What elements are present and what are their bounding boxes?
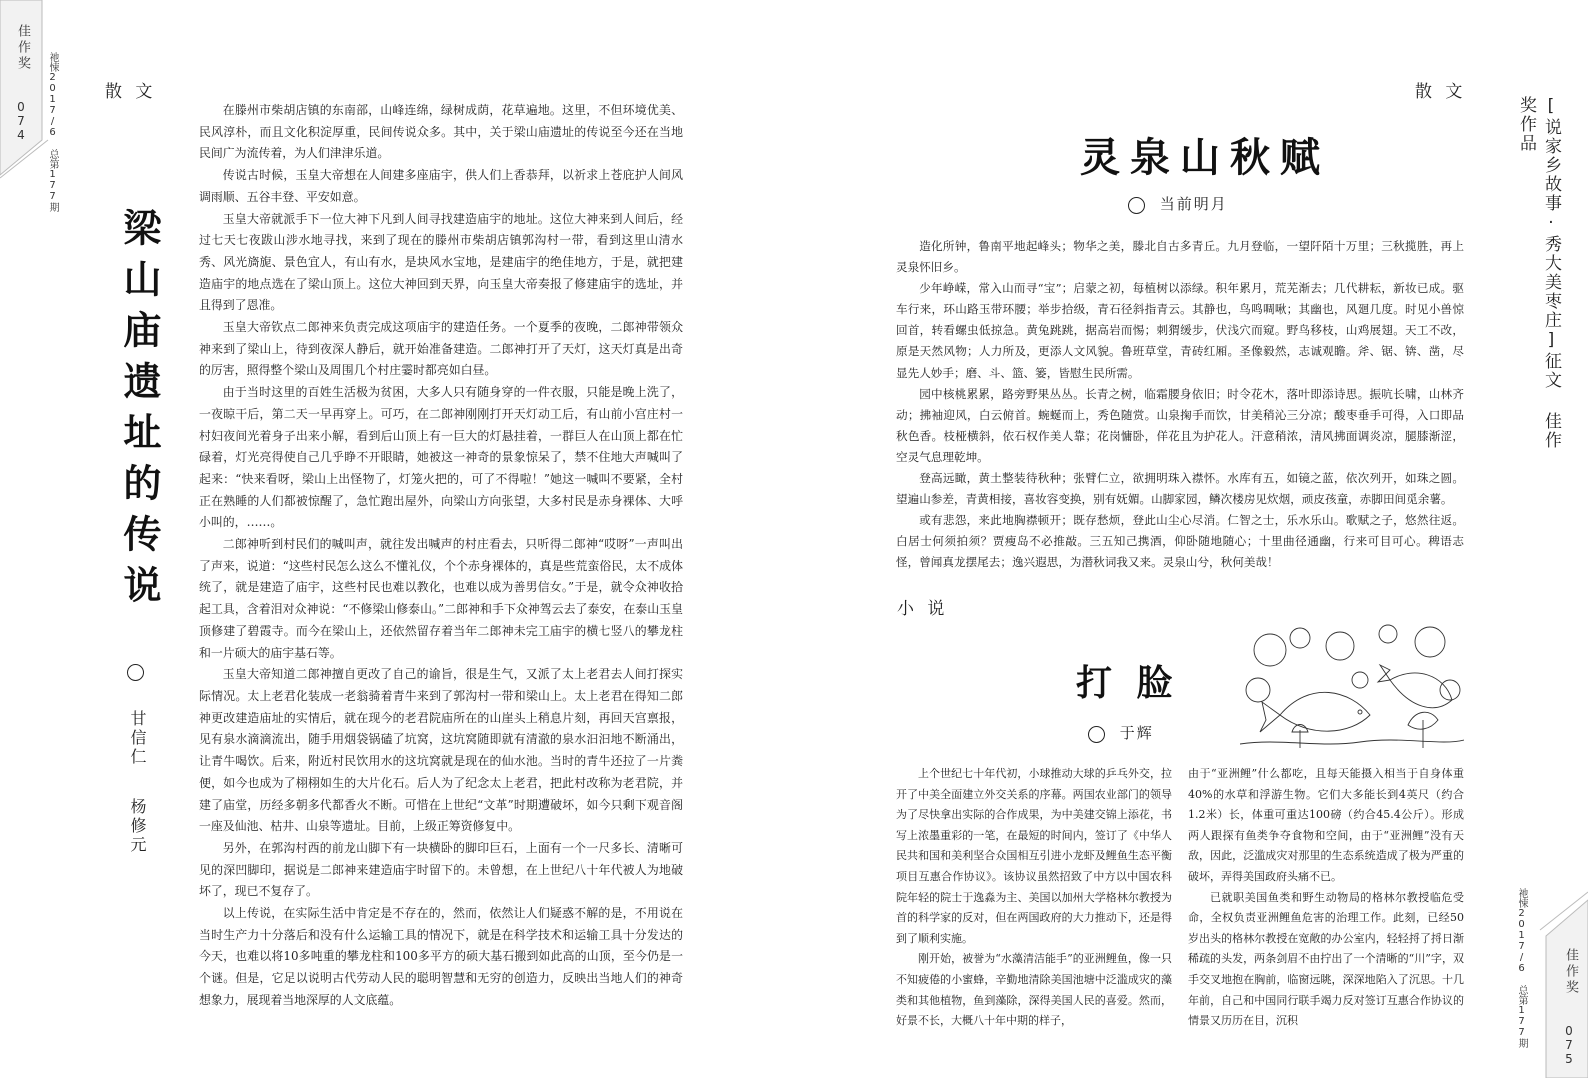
essay-paragraph: 或有悲怨，来此地胸襟顿开；既存愁烦，登此山尘心尽消。仁智之士，乐水乐山。歌赋之子，悠然往返。白居士何须拍须？贾瘦岛不必推敲。三五知己携酒，仰卧随地随心；十里曲径通幽，行来可目可心。稗语志怪，曾闻真龙摆尾去；逸兴遐思，为潜秋词我又来。灵泉山兮，秋何美哉！: [896, 513, 1464, 570]
novel-title: 打 脸: [1076, 662, 1179, 704]
left-issue-info: 祂悚2017/6 总第177期: [47, 52, 58, 212]
left-section-label: 散 文: [105, 82, 157, 102]
left-paragraph: 以上传说，在实际生活中肯定是不存在的，然而，依然让人们疑惑不解的是，不用说在当时生产力十分落后和没有什么运输工具的情况下，就是在科学技术和运输工具十分发达的今天，也难以将10多吨重的攀龙柱和100多平方的硕大基石搬到如此高的山顶，至今仍是一个谜。但是，它足以说明古代劳动人民的聪明智慧和无穷的创造力，反映出当地人们的神奇想象力，展现着当地深厚的人文底蕴。: [199, 906, 683, 1007]
left-paragraph: 二郎神听到村民们的喊叫声，就往发出喊声的村庄看去，只听得二郎神“哎呀”一声叫出了声来，说道：“这些村民怎么这么不懂礼仪，个个赤身裸体的，真是些荒蛮俗民，太不成体统了，就是建造了庙宇，这些村民也难以教化，也难以成为善男信女。”于是，就令众神收拾起工具，含着泪对众神说：“不修梁山修泰山。”二郎神和手下众神驾云去了泰安，在泰山玉皇顶修建了碧霞寺。而今在梁山上，还依然留存着当年二郎神未完工庙宇的横七竖八的攀龙柱和一片硕大的庙宇基石等。: [199, 537, 683, 660]
novel-column-1: [896, 764, 1172, 1032]
left-paragraph: 另外，在郭沟村西的前龙山脚下有一块横卧的脚印巨石，上面有一个一尺多长、清晰可见的深凹脚印，据说是二郎神来建造庙宇时留下的。未曾想，在上世纪八十年代被人为地破坏了，现已不复存了。: [199, 840, 683, 899]
left-author-2: 杨修元: [128, 798, 147, 855]
left-paragraph: 玉皇大帝知道二郎神擅自更改了自己的谕旨，很是生气，又派了太上老君去人间打探实际情况。太上老君化装成一老翁骑着青牛来到了郭沟村一带和梁山上。太上老君在得知二郎神更改建造庙址的实情后，就在现今的老君院庙所在的山崖头上稍息片刻，再回天宫禀报，见有泉水滴滴流出，随手用烟袋锅磕了坑窝，这坑窝随即就有清澈的泉水汩汩地不断涌出，让青牛喝饮。后来，附近村民饮用水的这坑窝就是现在的仙水池。当时的青牛还拉了一片粪便，如今也成为了栩栩如生的大片化石。后人为了纪念太上老君，把此村改称为老君院，并建了庙堂，历经多朝多代都香火不断。可惜在上世纪“文革”时期遭破坏，如今只剩下观音阁一座及仙池、枯井、山泉等遗址。目前，上级正筹资修复中。: [199, 667, 683, 834]
right-issue-info: 祂悚2017/6 总第177期: [1516, 888, 1527, 1048]
novel-paragraph: 已就职美国鱼类和野生动物局的格林尔教授临危受命，全权负责亚洲鲤鱼危害的治理工作。此刻，已经50岁出头的格林尔教授在宽敞的办公室内，轻轻捋了捋日渐稀疏的头发，两条剑眉不由拧出了一个清晰的“川”字，双手交叉地抱在胸前，临窗远眺，深深地陷入了沉思。十几年前，自己和中国同行联手竭力反对签订互惠合作协议的情景又历历在目，沉积: [1188, 890, 1464, 1028]
contest-banner: [说家乡故事·秀大美枣庄]征文 佳作奖作品: [1516, 96, 1561, 450]
essay-paragraph: 造化所钟，鲁南平地起峰头；物华之美，滕北自古多青丘。九月登临，一望阡陌十万里；三秋揽胜，再上灵泉怀旧乡。: [896, 239, 1464, 275]
essay-paragraph: 少年峥嵘，常入山而寻“宝”；启蒙之初，每植树以添绿。积年累月，荒芜渐去；几代耕耘，新妆已成。驱车行来，环山路玉带环腰；举步拾级，青石径斜指青云。其静也，鸟鸣啁啾；其幽也，风廻几度。时见小兽惊回首，转看螺虫低掠急。黄兔跳跳，据高岩而惕；刺猬缓步，伏浅穴而窥。野鸟移枝，山鸡展翅。天工不改，原是天然风物；人力所及，更添人文风貌。鲁班草堂，青砖红厢。圣像毅然，志诚观瞻。斧、锯、锛、凿，尽显先人妙手；磨、斗、篮、篓，皆慰生民所需。: [896, 281, 1464, 380]
left-article-body: [199, 100, 683, 1012]
novel-column-2: [1188, 764, 1464, 1032]
author-circle-icon: [127, 664, 144, 681]
left-paragraph: 传说古时候，玉皇大帝想在人间建多座庙宇，供人们上香恭拜，以祈求上苍庇护人间风调雨顺、五谷丰登、平安如意。: [199, 168, 683, 204]
left-paragraph: 由于当时这里的百姓生活极为贫困，大多人只有随身穿的一件衣服，只能是晚上洗了，一夜晾干后，第二天一早再穿上。可巧，在二郎神刚刚打开天灯动工后，有山前小宫庄村一村妇夜间光着身子出来小解，看到后山顶上有一巨大的灯悬挂着，一群巨人在山顶上都在忙碌着，灯光亮得使自己几乎睁不开眼睛，她被这一神奇的景象惊呆了，禁不住地大声喊叫了起来：“快来看呀，梁山上出怪物了，灯笼火把的，可了不得啦！”她这一喊叫不要紧，全村正在熟睡的人们都被惊醒了，急忙跑出屋外，向梁山方向张望，大多村民是赤身裸体、大呼小叫的，……。: [199, 385, 683, 530]
essay-body: [896, 236, 1464, 574]
essay-title: 灵泉山秋赋: [1080, 134, 1330, 181]
novel-paragraph: 由于“亚洲鲤”什么都吃，且每天能摄入相当于自身体重40%的水草和浮游生物。它们大多能长到4英尺（约合1.2米）长，体重可重达100磅（约合45.4公斤）。形成两人跟探有鱼类争夺食物和空间，由于“亚洲鲤”没有天敌，因此，泛滥成灾对那里的生态系统造成了极为严重的破坏，弄得美国政府头痛不已。: [1188, 767, 1464, 883]
left-paragraph: 玉皇大帝就派手下一位大神下凡到人间寻找建造庙宇的地址。这位大神来到人间后，经过七天七夜跋山涉水地寻找，来到了现在的滕州市柴胡店镇郭沟村一带，看到这里山清水秀、风光旖旎、景色宜人，有山有水，是块风水宝地，是建庙宇的绝佳地方，于是，就把建造庙宇的地点选在了梁山顶上。这位大神回到天界，向玉皇大帝奏报了修建庙宇的选址，并且得到了恩准。: [199, 211, 683, 313]
left-paragraph: 玉皇大帝钦点二郎神来负责完成这项庙宇的建造任务。一个夏季的夜晚，二郎神带领众神来到了梁山上，待到夜深人静后，就开始准备建造。二郎神打开了天灯，这天灯真是出奇的厉害，照得整个梁山及周围几个村庄霎时都亮如白昼。: [199, 320, 683, 378]
novel-section-label: 小 说: [897, 599, 949, 619]
novel-byline: [1088, 722, 1154, 743]
left-paragraph: 在滕州市柴胡店镇的东南部，山峰连绵，绿树成荫，花草遍地。这里，不但环境优美、民风淳朴，而且文化积淀厚重，民间传说众多。其中，关于梁山庙遗址的传说至今还在当地民间广为流传着，为人们津津乐道。: [199, 103, 683, 161]
left-tab-label: 佳作奖: [15, 24, 30, 72]
essay-byline: [1128, 193, 1228, 214]
novel-author: 于辉: [1119, 724, 1154, 742]
essay-paragraph: 园中核桃累累，路旁野果丛丛。长青之树，临霜腰身依旧；时令花木，落叶即添诗思。振吭长啸，山林齐动；拂袖迎风，白云俯首。蜿蜒而上，秀色随赏。山泉掬手而饮，甘美稍沁三分凉；酸枣垂手可得，入口即品秋色香。枝桠横斜，依石权作美人靠；花岗慵卧，佯花且为护花人。汗意稍浓，清风拂面调炎凉，腿膝渐涩，空灵气息理乾坤。: [896, 386, 1464, 464]
essay-author: 当前明月: [1159, 195, 1228, 213]
koi-lotus-illustration: [1240, 620, 1464, 750]
right-section-label: 散 文: [1415, 82, 1467, 102]
novel-paragraph: 刚开始，被誉为“水藻清洁能手”的亚洲鲤鱼，像一只不知疲倦的小蜜蜂，辛勤地清除美国池塘中泛滥成灾的藻类和其他植物，鱼到藻除，深得美国人民的喜爱。然而，好景不长，大概八十年中期的样子，: [896, 952, 1172, 1028]
right-tab-label: 佳作奖: [1563, 948, 1578, 996]
left-author-1: 甘信仁: [128, 710, 147, 767]
author-circle-icon: [1128, 197, 1145, 214]
left-article-title: 梁山庙遗址的传说: [117, 208, 162, 616]
right-page-number: 075: [1562, 1024, 1576, 1066]
essay-paragraph: 登高远瞰，黄土整装待秋种；张臂仁立，欲拥明珠入襟怀。水库有五，如镜之蓝，依次列开，如珠之圆。望遍山参差，青黄相接，喜妆容变换，别有妩媚。山脚家园，鳞次楼房见炊烟，顽皮孩童，赤脚田间觅余薯。: [896, 471, 1464, 507]
author-circle-icon: [1088, 726, 1105, 743]
left-page-number: 074: [14, 100, 28, 142]
novel-paragraph: 上个世纪七十年代初，小球推动大球的乒乓外交，拉开了中美全面建立外交关系的序幕。两国农业部门的领导为了尽快拿出实际的合作成果，为中美建交锦上添花，书写上浓墨重彩的一笔，在最短的时间内，签订了《中华人民共和国和美利坚合众国相互引进小龙虾及鲤鱼生态平衡项目互惠合作协议》。该协议虽然招致了中方以中国农科院年轻的院士于逸淼为主、美国以加州大学格林尔教授为首的科学家的反对，但在两国政府的大力推动下，还是得到了顺利实施。: [896, 767, 1172, 945]
